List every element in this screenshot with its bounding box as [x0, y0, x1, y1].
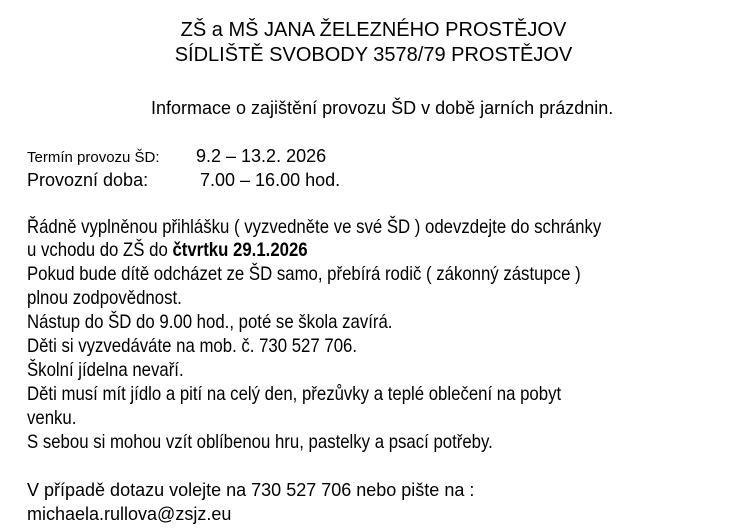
canteen-info: Školní jídelna nevaří. [27, 359, 184, 381]
food-info-line2: venku. [27, 407, 77, 429]
food-info-line1: Děti musí mít jídlo a pití na celý den, přezůvky a teplé oblečení na pobyt [27, 383, 562, 405]
leaving-alone-line1: Pokud bude dítě odcházet ze ŠD samo, přebírá rodič ( zákonný zástupce ) [27, 263, 581, 285]
notice-subtitle: Informace o zajištění provozu ŠD v době jarních prázdnin. [151, 98, 614, 118]
contact-email[interactable]: michaela.rullova@zsjz.eu [27, 504, 232, 524]
bring-items-info: S sebou si mohou vzít oblíbenou hru, pastelky a psací potřeby. [27, 431, 493, 453]
school-address: SÍDLIŠTĚ SVOBODY 3578/79 PROSTĚJOV [174, 44, 573, 66]
leaving-alone-line2: plnou zodpovědnost. [27, 287, 182, 309]
school-name: ZŠ a MŠ JANA ŽELEZNÉHO PROSTĚJOV [180, 19, 567, 41]
arrival-info: Nástup do ŠD do 9.00 hod., poté se škola zavírá. [27, 311, 393, 333]
application-instruction-prefix: u vchodu do ZŠ do [27, 239, 173, 261]
application-instruction-line1: Řádně vyplněnou přihlášku ( vyzvedněte ve své ŠD ) odevzdejte do schránky [27, 216, 602, 238]
hours-label: Provozní doba: [27, 170, 149, 190]
application-instruction-line2 [27, 241, 308, 261]
contact-line: V případě dotazu volejte na 730 527 706 nebo pište na : [27, 480, 475, 500]
application-deadline: čtvrtku 29.1.2026 [172, 239, 308, 261]
hours-value: 7.00 – 16.00 hod. [200, 170, 341, 190]
pickup-info: Děti si vyzvedáváte na mob. č. 730 527 706. [27, 335, 358, 357]
term-value: 9.2 – 13.2. 2026 [196, 146, 327, 166]
term-label: Termín provozu ŠD: [27, 149, 160, 166]
